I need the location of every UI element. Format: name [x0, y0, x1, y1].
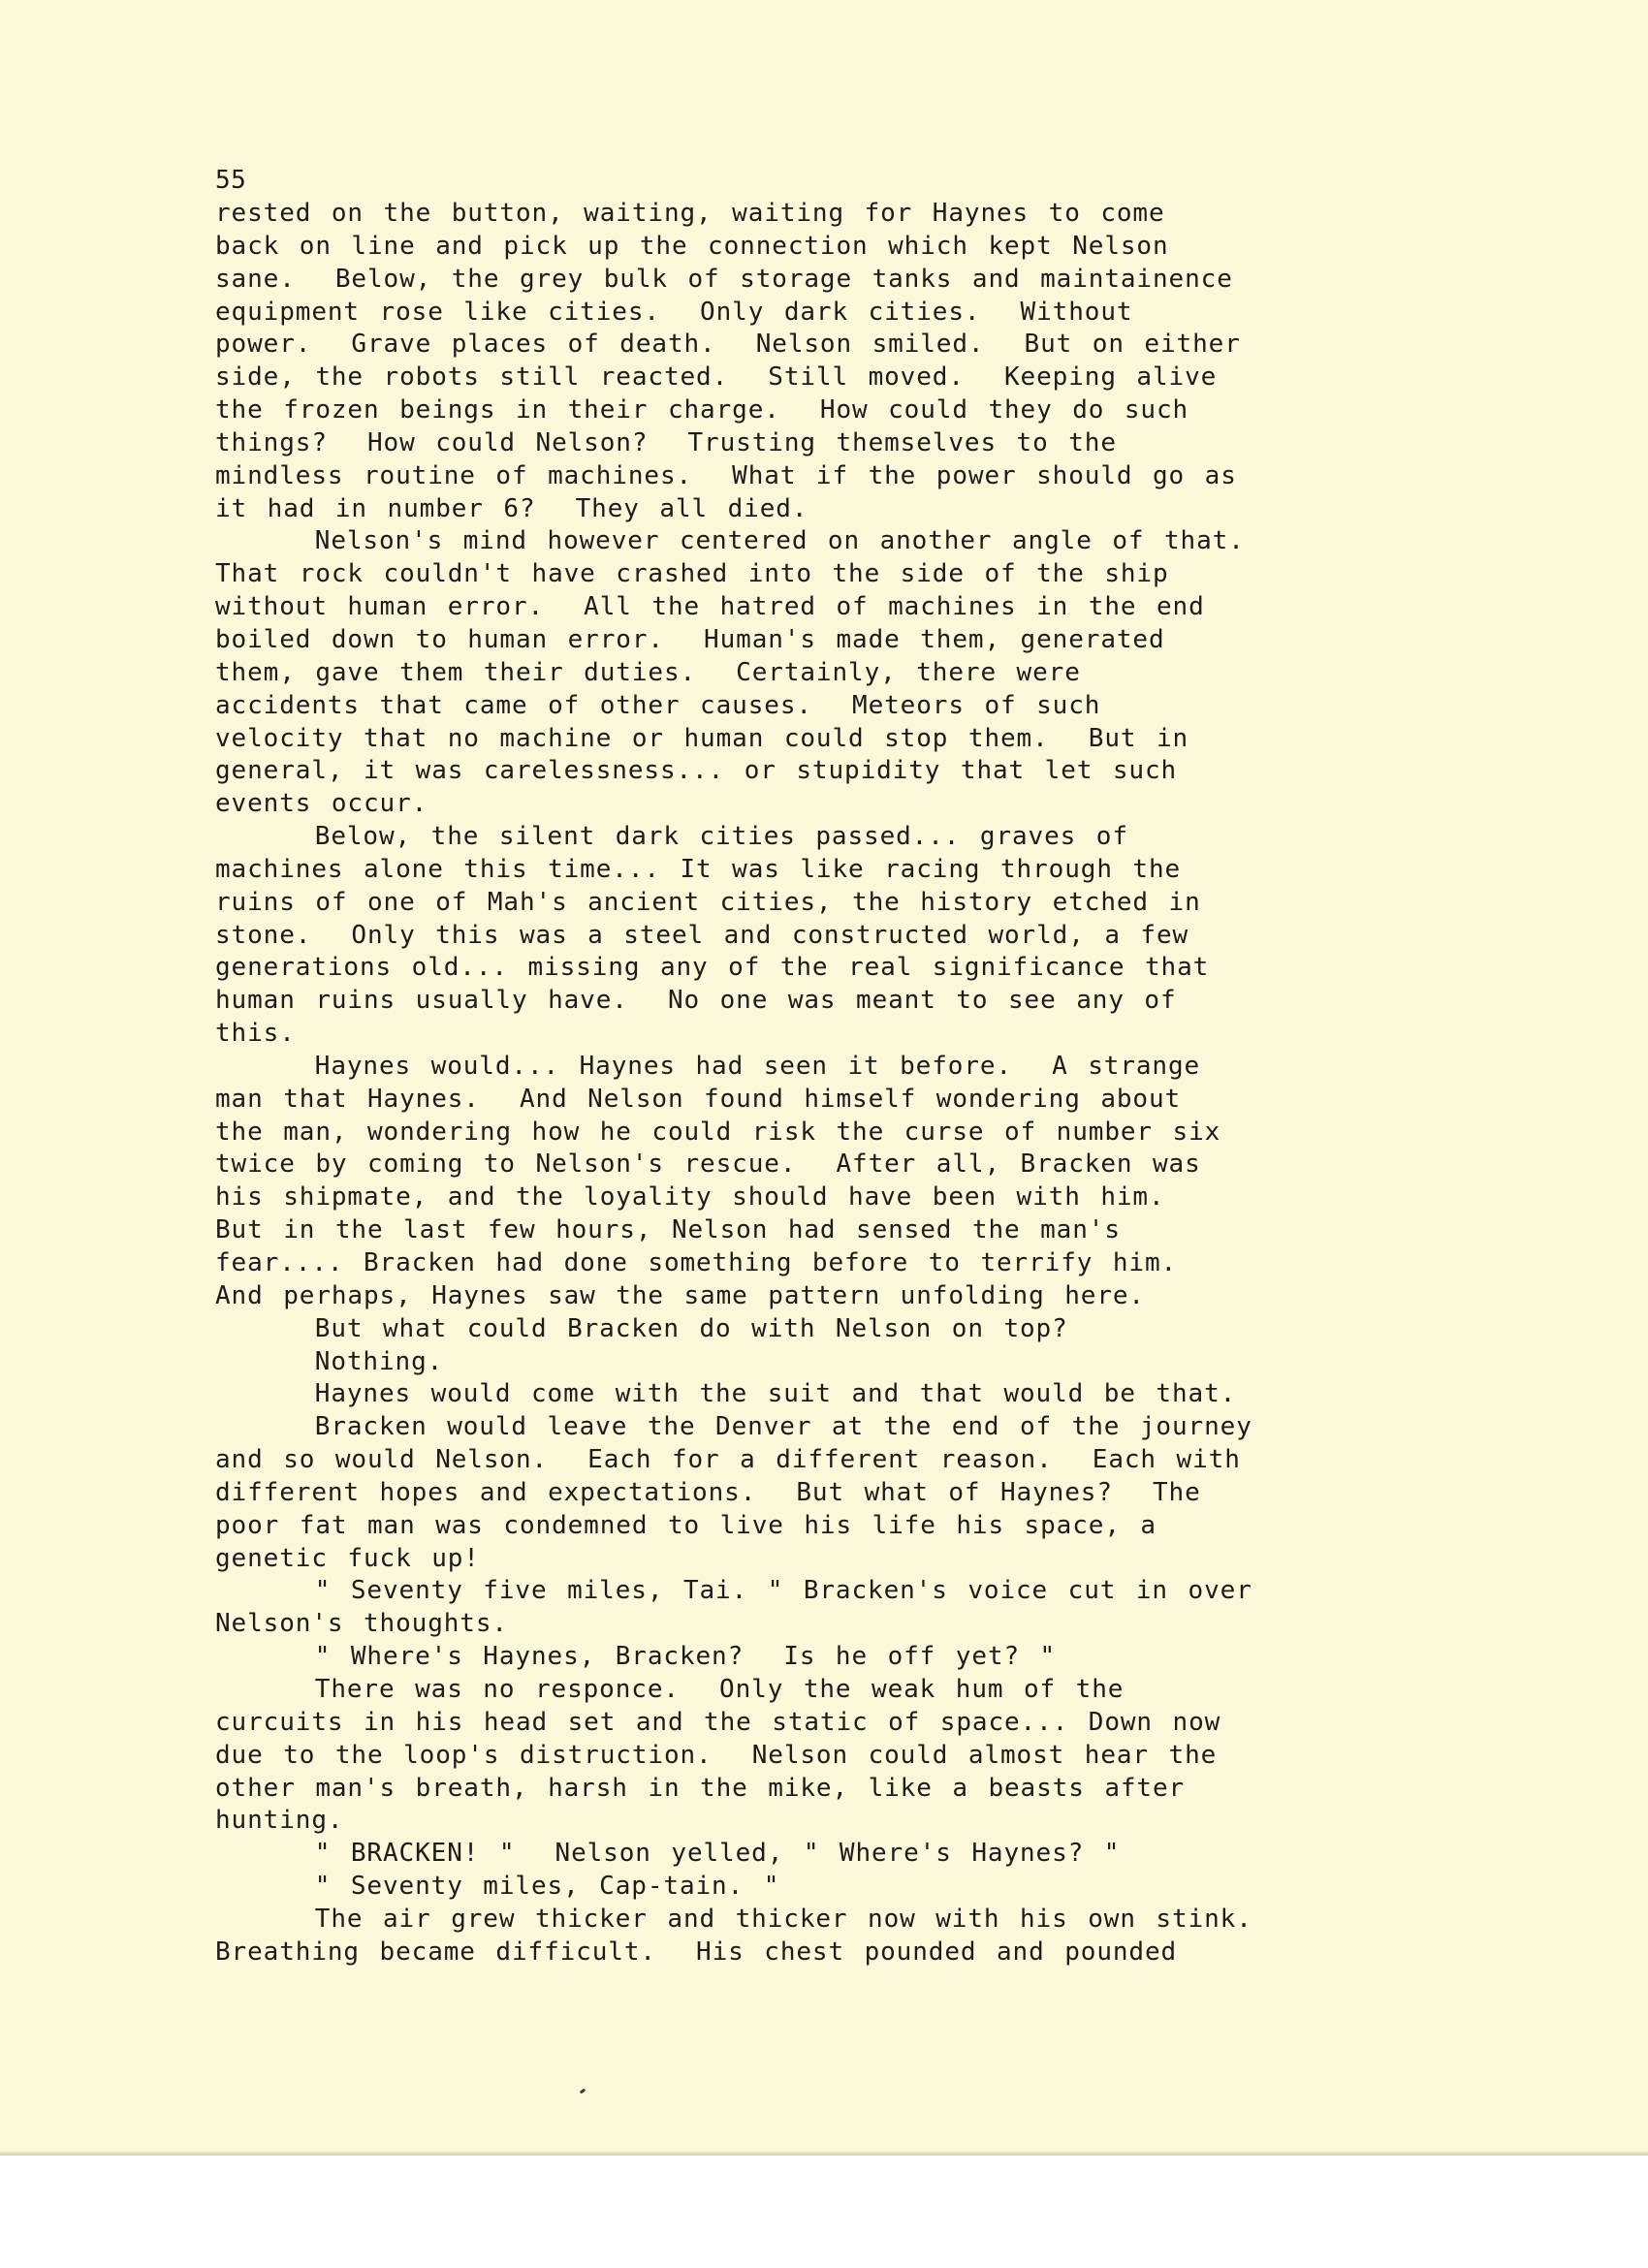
text-line: twice by coming to Nelson's rescue. After all, Bracken was: [215, 1150, 1201, 1180]
text-line: There was no responce. Only the weak hum of the: [215, 1674, 1125, 1704]
text-line: That rock couldn't have crashed into the side of the ship: [215, 559, 1169, 589]
text-line: rested on the button, waiting, waiting for Haynes to come: [215, 199, 1165, 228]
text-line: boiled down to human error. Human's made them, generated: [215, 624, 1165, 654]
text-line: other man's breath, harsh in the mike, like a beasts after: [215, 1773, 1186, 1803]
text-line: The air grew thicker and thicker now with his own stink.: [215, 1904, 1252, 1934]
text-line: them, gave them their duties. Certainly, there were: [215, 657, 1081, 687]
text-line: sane. Below, the grey bulk of storage tanks and maintainence: [215, 264, 1233, 294]
text-line: fear.... Bracken had done something before to terrify him.: [215, 1248, 1178, 1277]
text-line: his shipmate, and the loyality should have been with him.: [215, 1182, 1165, 1213]
page-number: 55: [215, 166, 247, 195]
text-line: due to the loop's distruction. Nelson could almost hear the: [215, 1740, 1218, 1770]
body-text: [215, 198, 1446, 1969]
text-line: stone. Only this was a steel and constructed world, a few: [215, 920, 1189, 950]
text-line: machines alone this time... It was like racing through the: [215, 854, 1182, 884]
text-line: man that Haynes. And Nelson found himself wondering about: [215, 1084, 1182, 1114]
text-line: But in the last few hours, Nelson had sensed the man's: [215, 1215, 1121, 1245]
text-line: ruins of one of Mah's ancient cities, the history etched in: [215, 887, 1201, 917]
text-line: poor fat man was condemned to live his life his space, a: [215, 1510, 1157, 1540]
text-line: this.: [215, 1019, 296, 1049]
text-line: it had in number 6? They all died.: [215, 493, 808, 523]
text-line: But what could Bracken do with Nelson on top?: [215, 1313, 1068, 1343]
text-line: power. Grave places of death. Nelson smiled. But on either: [215, 330, 1241, 360]
text-line: things? How could Nelson? Trusting themselves to the: [215, 427, 1117, 457]
text-line: Haynes would... Haynes had seen it before. A strange: [215, 1051, 1201, 1081]
text-line: hunting.: [215, 1806, 344, 1836]
text-line: curcuits in his head set and the static of space... Down now: [215, 1707, 1221, 1737]
text-line: equipment rose like cities. Only dark cities. Without: [215, 297, 1133, 327]
text-line: mindless routine of machines. What if the power should go as: [215, 460, 1237, 490]
text-line: general, it was carelessness... or stupidity that let such: [215, 756, 1178, 786]
text-line: human ruins usually have. No one was meant to see any of: [215, 986, 1177, 1016]
text-line: events occur.: [215, 789, 428, 819]
text-line: genetic fuck up!: [215, 1543, 480, 1573]
text-line: Nothing.: [215, 1346, 444, 1376]
text-line: Nelson's thoughts.: [215, 1609, 508, 1639]
text-line: accidents that came of other causes. Meteors of such: [215, 690, 1101, 720]
text-line: the frozen beings in their charge. How could they do such: [215, 395, 1189, 425]
text-line: back on line and pick up the connection which kept Nelson: [215, 231, 1169, 261]
text-line: Breathing became difficult. His chest pounded and pounded: [215, 1937, 1178, 1967]
page-bottom-margin: [0, 2154, 1648, 2268]
text-line: " Where's Haynes, Bracken? Is he off yet? ": [215, 1642, 1057, 1672]
text-line: " BRACKEN! " Nelson yelled, " Where's Haynes? ": [215, 1839, 1121, 1869]
text-line: And perhaps, Haynes saw the same pattern unfolding here.: [215, 1280, 1145, 1310]
stray-mark: [580, 2089, 586, 2095]
text-line: the man, wondering how he could risk the curse of number six: [215, 1117, 1221, 1147]
text-line: side, the robots still reacted. Still moved. Keeping alive: [215, 362, 1218, 393]
text-line: different hopes and expectations. But what of Haynes? The: [215, 1477, 1201, 1507]
text-line: without human error. All the hatred of machines in the end: [215, 592, 1205, 622]
text-line: Haynes would come with the suit and that would be that.: [215, 1379, 1237, 1409]
text-line: Nelson's mind however centered on another angle of that.: [215, 526, 1245, 556]
text-line: " Seventy five miles, Tai. " Bracken's voice cut in over: [215, 1576, 1252, 1606]
text-line: generations old... missing any of the real significance that: [215, 953, 1210, 983]
text-line: and so would Nelson. Each for a different reason. Each with: [215, 1445, 1241, 1475]
text-line: Below, the silent dark cities passed... graves of: [215, 822, 1128, 852]
text-line: " Seventy miles, Cap-tain. ": [215, 1872, 780, 1902]
text-line: Bracken would leave the Denver at the end of the journey: [215, 1412, 1252, 1442]
text-line: velocity that no machine or human could stop them. But in: [215, 723, 1189, 753]
